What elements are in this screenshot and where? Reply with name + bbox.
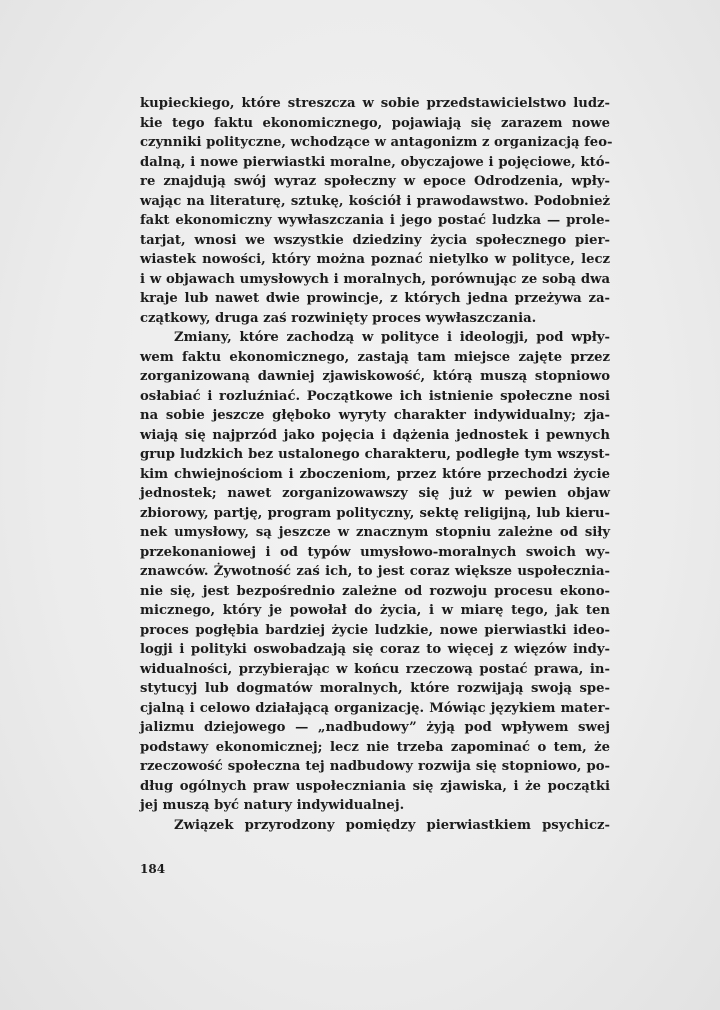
text-line: i w objawach umysłowych i moralnych, porównując ze sobą dwa <box>140 271 610 287</box>
text-line: zbiorowy, partję, program polityczny, sektę religijną, lub kieru- <box>140 505 610 521</box>
text-line: czynniki polityczne, wchodzące w antagonizm z organizacją feo- <box>140 135 613 150</box>
text-line: kraje lub nawet dwie prowincje, z których jedna przeżywa za- <box>140 291 610 306</box>
text-line: tarjat, wnosi we wszystkie dziedziny życia społecznego pier- <box>140 232 610 248</box>
text-line: nie się, jest bezpośrednio zależne od rozwoju procesu ekono- <box>140 583 610 599</box>
text-line: czątkowy, druga zaś rozwinięty proces wywłaszczania. <box>140 310 537 326</box>
text-line: zorganizowaną dawniej zjawiskowość, którą muszą stopniowo <box>140 369 610 384</box>
text-line: na sobie jeszcze głęboko wyryty charakter indywidualny; zja- <box>140 408 610 423</box>
text-line: fakt ekonomiczny wywłaszczania i jego postać ludzka — prole- <box>140 213 610 228</box>
text-line: rzeczowość społeczna tej nadbudowy rozwija się stopniowo, po- <box>140 759 610 774</box>
text-line: podstawy ekonomicznej; lecz nie trzeba zapominać o tem, że <box>140 739 610 755</box>
body-text <box>140 94 613 835</box>
text-line: kupieckiego, które streszcza w sobie przedstawicielstwo ludz- <box>140 96 610 111</box>
text-line: widualności, przybierając w końcu rzeczową postać prawa, in- <box>140 661 610 677</box>
text-line: nek umysłowy, są jeszcze w znacznym stopniu zależne od siły <box>140 525 610 540</box>
text-line: jalizmu dziejowego — „nadbudowy” żyją pod wpływem swej <box>140 720 610 735</box>
text-line: osłabiać i rozluźniać. Początkowe ich istnienie społeczne nosi <box>140 388 610 404</box>
page-number: 184 <box>140 862 166 876</box>
text-line: proces pogłębia bardziej życie ludzkie, nowe pierwiastki ideo- <box>140 622 610 638</box>
text-line: logji i polityki oswobadzają się coraz to więcej z więzów indy- <box>140 642 610 657</box>
text-line: wiają się najprzód jako pojęcia i dążenia jednostek i pewnych <box>140 427 610 443</box>
text-line: wiastek nowości, który można poznać nietylko w polityce, lecz <box>140 252 610 267</box>
text-line: wem faktu ekonomicznego, zastają tam miejsce zajęte przez <box>140 349 610 365</box>
paragraph-start-line: Związek przyrodzony pomiędzy pierwiastkiem psychicz- <box>174 817 610 833</box>
text-line: grup ludzkich bez ustalonego charakteru, podległe tym wszyst- <box>140 447 610 462</box>
text-line: re znajdują swój wyraz społeczny w epoce Odrodzenia, wpły- <box>140 174 610 189</box>
text-line: dług ogólnych praw uspołeczniania się zjawiska, i że początki <box>140 778 610 794</box>
text-line: przekonaniowej i od typów umysłowo-moralnych swoich wy- <box>140 544 610 560</box>
text-line: wając na literaturę, sztukę, kościół i prawodawstwo. Podobnież <box>140 193 610 209</box>
text-line: stytucyj lub dogmatów moralnych, które rozwijają swoją spe- <box>140 681 610 696</box>
text-line: cjalną i celowo działającą organizację. Mówiąc językiem mater- <box>140 700 610 716</box>
paragraph-start-line: Zmiany, które zachodzą w polityce i ideologji, pod wpły- <box>174 330 610 345</box>
text-line: jednostek; nawet zorganizowawszy się już w pewien objaw <box>140 486 610 501</box>
text-line: jej muszą być natury indywidualnej. <box>140 798 405 813</box>
text-line: znawców. Żywotność zaś ich, to jest coraz większe uspołecznia- <box>140 564 610 579</box>
text-line: micznego, który je powołał do życia, i w miarę tego, jak ten <box>140 603 610 618</box>
text-line: kim chwiejnościom i zboczeniom, przez które przechodzi życie <box>140 466 610 482</box>
text-line: dalną, i nowe pierwiastki moralne, obyczajowe i pojęciowe, któ- <box>140 154 610 170</box>
text-line: kie tego faktu ekonomicznego, pojawiają się zarazem nowe <box>140 115 610 131</box>
